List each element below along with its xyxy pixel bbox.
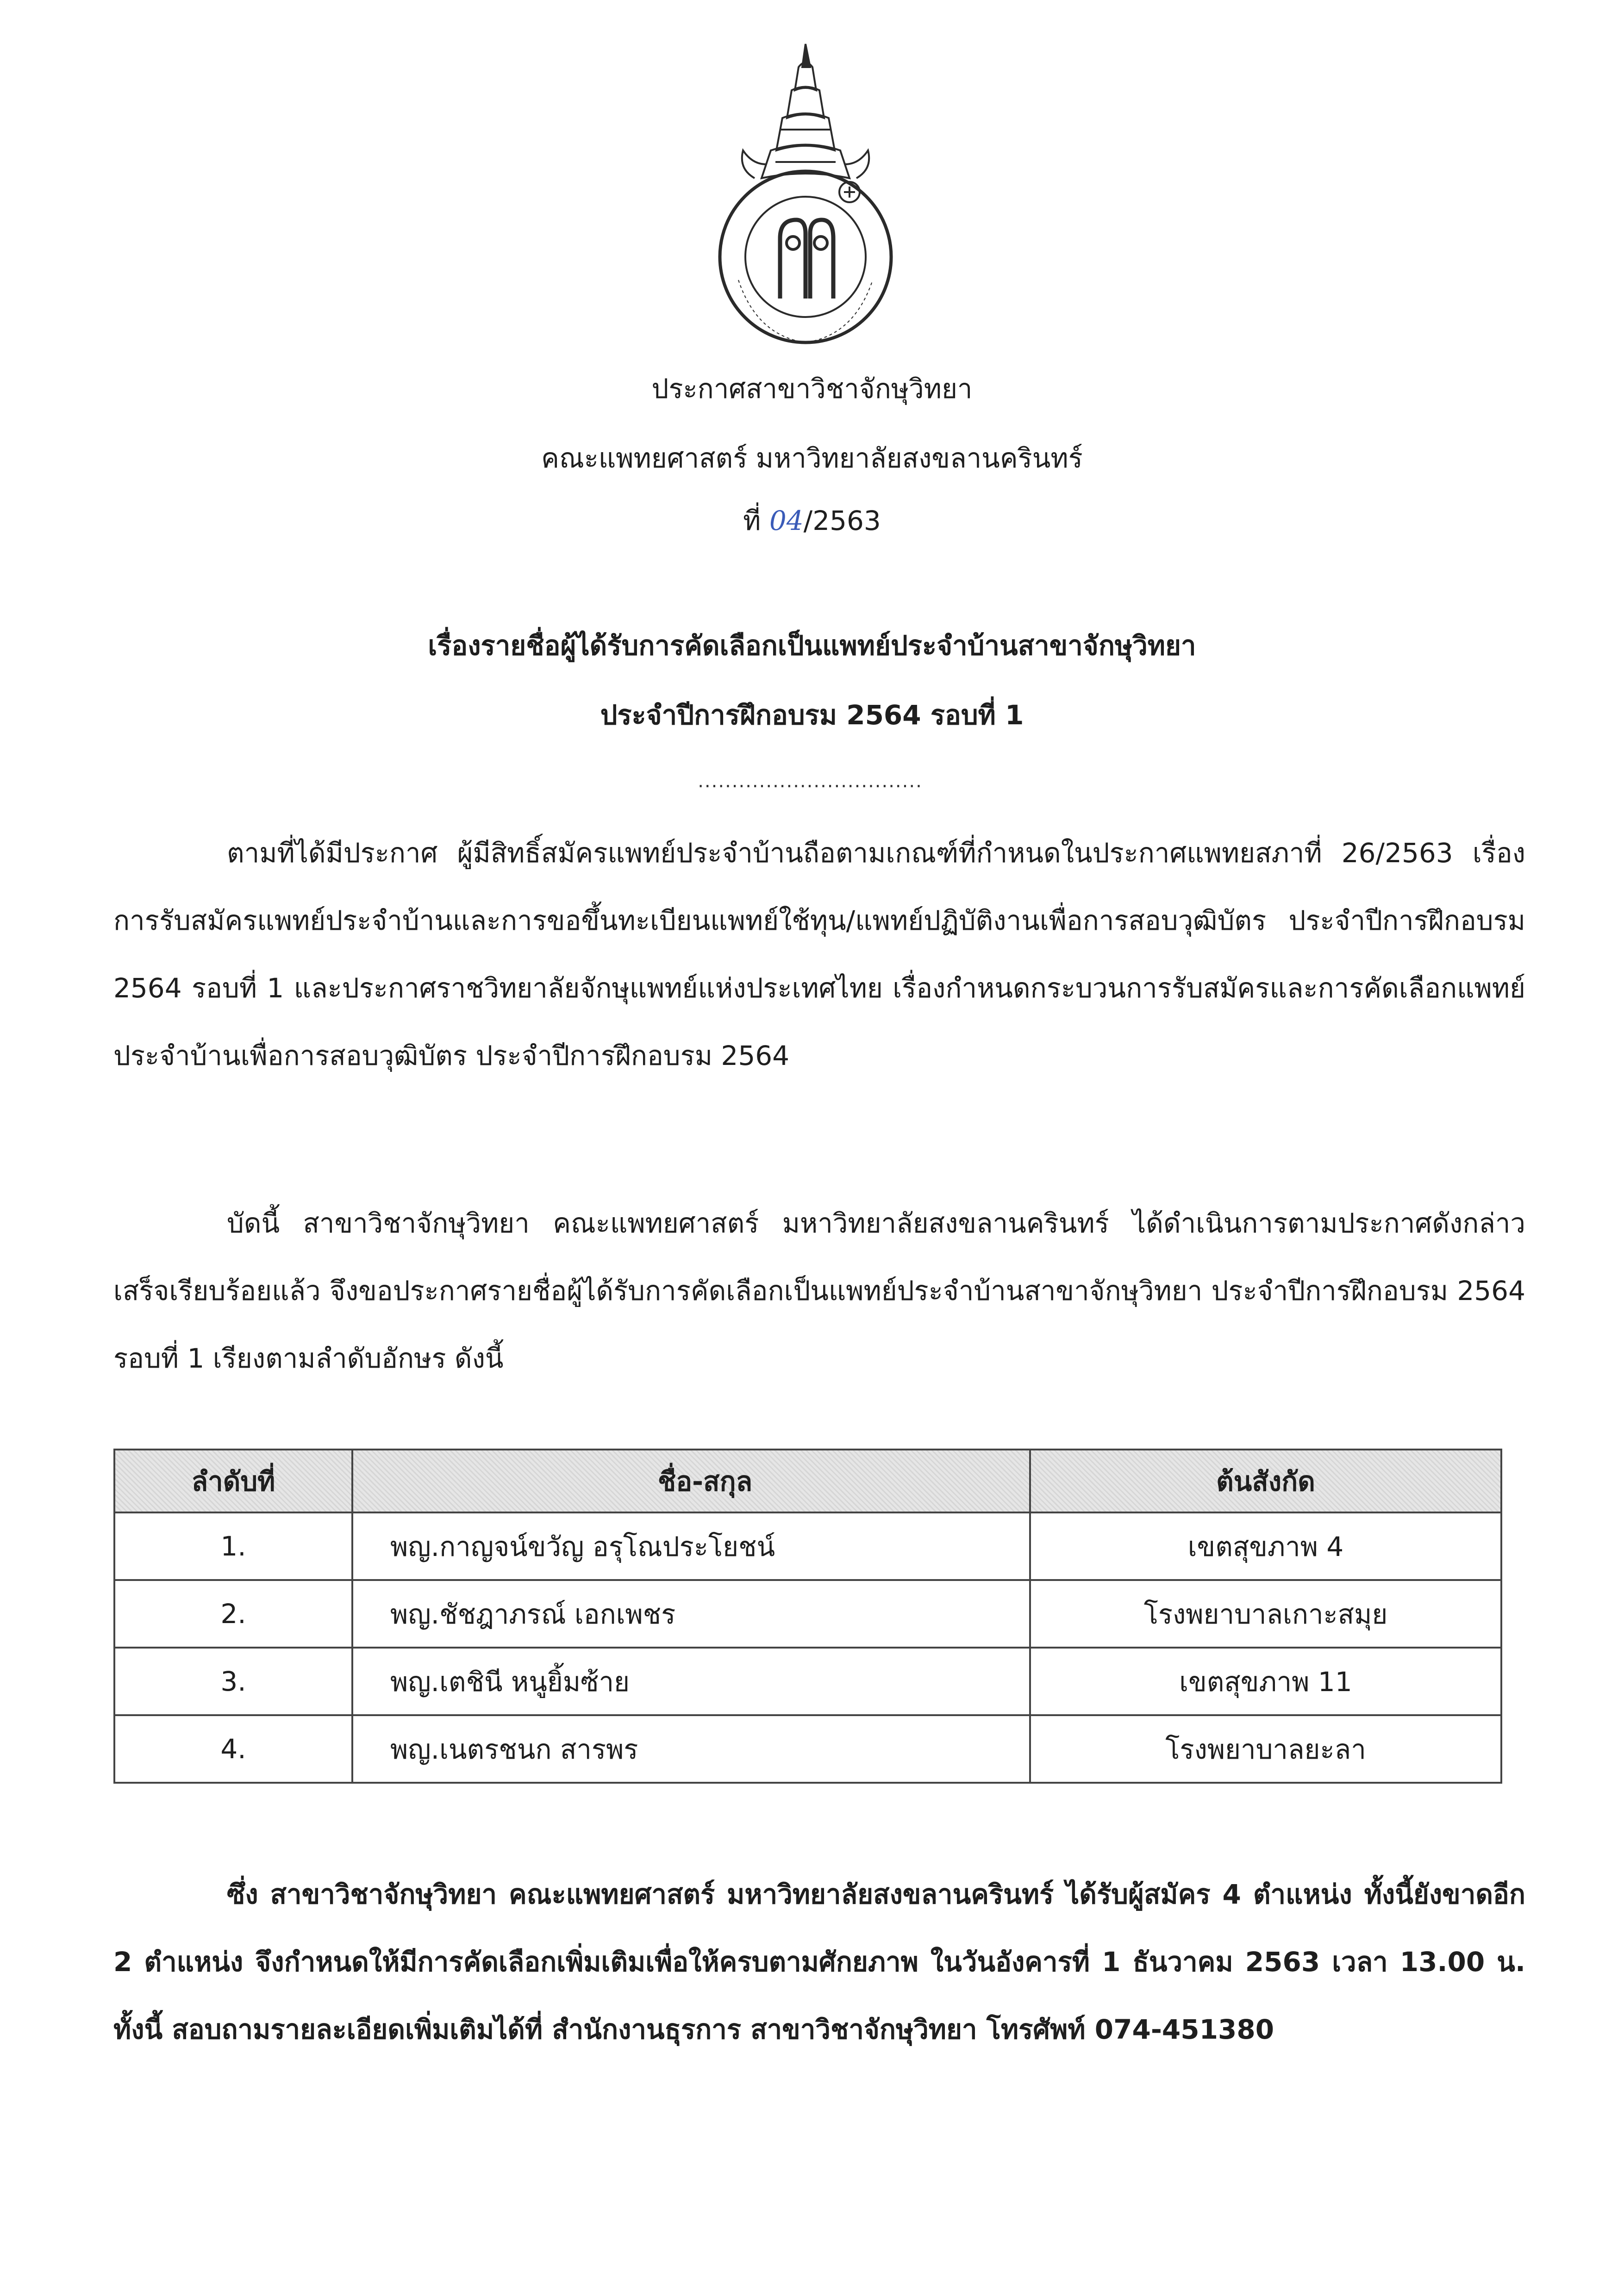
- cell-name: พญ.ชัชฎาภรณ์ เอกเพชร: [352, 1580, 1030, 1648]
- cell-order: 2.: [114, 1580, 352, 1648]
- cell-order: 1.: [114, 1512, 352, 1580]
- announcement-number: [0, 502, 1624, 539]
- divider-dots: .................................: [698, 771, 923, 792]
- subject-line-2: ประจำปีการฝึกอบรม 2564 รอบที่ 1: [600, 699, 1024, 731]
- header-order: ลำดับที่: [114, 1450, 352, 1512]
- paragraph-additional-selection: ซึ่ง สาขาวิชาจักษุวิทยา คณะแพทยศาสตร์ มหาวิทยาลัยสงขลานครินทร์ ได้รับผู้สมัคร 4 ตำแหน่ง ทั้งนี้ยังขาดอีก 2 ตำแหน่ง จึงกำหนดให้มีการคัดเลือกเพิ่มเติมเพื่อให้ครบตามศักยภาพ ในวันอังคารที่ 1 ธันวาคม 2563 เวลา 13.00 น. ทั้งนี้ สอบถามรายละเอียดเพิ่มเติมได้ที่ สำนักงานธุรการ สาขาวิชาจักษุวิทยา โทรศัพท์ 074-451380: [113, 1879, 1525, 2045]
- cell-affiliation: โรงพยาบาลยะลา: [1030, 1715, 1501, 1783]
- cell-order: 3.: [114, 1648, 352, 1715]
- selected-residents-table: [113, 1449, 1502, 1784]
- faculty-university-line: คณะแพทยศาสตร์ มหาวิทยาลัยสงขลานครินทร์: [541, 442, 1083, 474]
- announcement-title: ประกาศสาขาวิชาจักษุวิทยา: [651, 373, 973, 404]
- cell-name: พญ.เนตรชนก สารพร: [352, 1715, 1030, 1783]
- handwritten-number: 04: [769, 505, 804, 536]
- cell-affiliation: โรงพยาบาลเกาะสมุย: [1030, 1580, 1501, 1648]
- header-name: ชื่อ-สกุล: [352, 1450, 1030, 1512]
- table-row: [114, 1580, 1501, 1648]
- cell-name: พญ.กาญจน์ขวัญ อรุโณประโยชน์: [352, 1512, 1030, 1580]
- paragraph-background: ตามที่ได้มีประกาศ ผู้มีสิทธิ์สมัครแพทย์ประจำบ้านถือตามเกณฑ์ที่กำหนดในประกาศแพทยสภาที่ 26/2563 เรื่องการรับสมัครแพทย์ประจำบ้านและการขอขึ้นทะเบียนแพทย์ใช้ทุน/แพทย์ปฏิบัติงานเพื่อการสอบวุฒิบัตร ประจำปีการฝึกอบรม 2564 รอบที่ 1 และประกาศราชวิทยาลัยจักษุแพทย์แห่งประเทศไทย เรื่องกำหนดกระบวนการรับสมัครและการคัดเลือกแพทย์ประจำบ้านเพื่อการสอบวุฒิบัตร ประจำปีการฝึกอบรม 2564: [113, 837, 1525, 1071]
- number-prefix: ที่: [743, 505, 761, 536]
- university-seal: [711, 39, 900, 359]
- table-header-row: [114, 1450, 1501, 1512]
- cell-affiliation: เขตสุขภาพ 4: [1030, 1512, 1501, 1580]
- table-row: [114, 1512, 1501, 1580]
- subject-line-1: เรื่องรายชื่อผู้ได้รับการคัดเลือกเป็นแพทย์ประจำบ้านสาขาจักษุวิทยา: [428, 630, 1196, 661]
- number-year: /2563: [803, 505, 881, 536]
- cell-affiliation: เขตสุขภาพ 11: [1030, 1648, 1501, 1715]
- table-row: [114, 1648, 1501, 1715]
- table-row: [114, 1715, 1501, 1783]
- paragraph-announcement: บัดนี้ สาขาวิชาจักษุวิทยา คณะแพทยศาสตร์ มหาวิทยาลัยสงขลานครินทร์ ได้ดำเนินการตามประกาศดังกล่าว เสร็จเรียบร้อยแล้ว จึงขอประกาศรายชื่อผู้ได้รับการคัดเลือกเป็นแพทย์ประจำบ้านสาขาจักษุวิทยา ประจำปีการฝึกอบรม 2564 รอบที่ 1 เรียงตามลำดับอักษร ดังนี้: [113, 1207, 1525, 1374]
- cell-order: 4.: [114, 1715, 352, 1783]
- header-affiliation: ต้นสังกัด: [1030, 1450, 1501, 1512]
- cell-name: พญ.เตชินี หนูยิ้มซ้าย: [352, 1648, 1030, 1715]
